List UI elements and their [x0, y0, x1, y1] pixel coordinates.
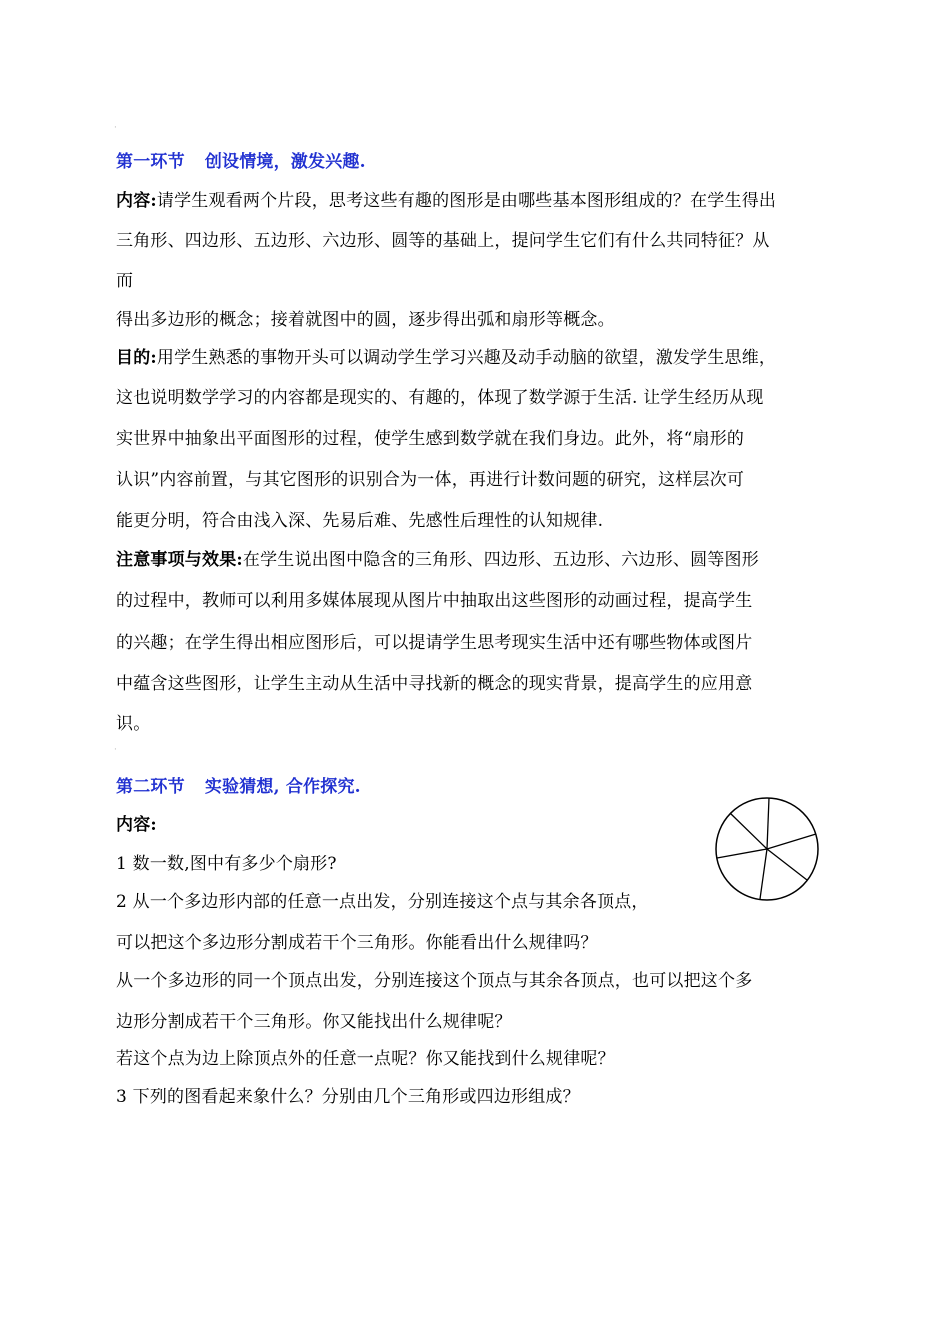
sector-radius — [767, 849, 807, 880]
section1-content-line: 三角形、四边形、五边形、六边形、圆等的基础上，提问学生它们有什么共同特征？从 — [116, 231, 770, 251]
section1-purpose-line: 认识”内容前置，与其它图形的识别合为一体，再进行计数问题的研究，这样层次可 — [116, 470, 745, 490]
section1-content-line: 而 — [116, 271, 134, 291]
question-2-line: 边形分割成若干个三角形。你又能找出什么规律呢？ — [116, 1012, 512, 1032]
sector-radius — [767, 798, 769, 849]
section1-content-line: 内容:请学生观看两个片段，思考这些有趣的图形是由哪些基本图形组成的？在学生得出 — [116, 191, 777, 211]
section2-heading-title: 实验猜想, 合作探究. — [204, 777, 361, 797]
section1-notes-line: 的兴趣；在学生得出相应图形后，可以提请学生思考现实生活中还有哪些物体或图片 — [116, 633, 753, 653]
paragraph-mark: · — [114, 745, 117, 755]
section1-heading — [116, 151, 366, 173]
sector-radius — [717, 849, 767, 858]
purpose-label: 目的: — [116, 348, 157, 368]
question-2-line: 若这个点为边上除顶点外的任意一点呢？你又能找到什么规律呢？ — [116, 1049, 615, 1069]
question-2-line: 从一个多边形的同一个顶点出发，分别连接这个顶点与其余各顶点，也可以把这个多 — [116, 971, 753, 991]
section1-notes-line: 的过程中，教师可以利用多媒体展现从图片中抽取出这些图形的动画过程，提高学生 — [116, 591, 753, 611]
sector-radius — [767, 834, 816, 849]
paragraph-mark: · — [114, 123, 117, 133]
question-1: 1 数一数,图中有多少个扇形? — [116, 854, 337, 874]
section1-notes-line: 注意事项与效果:在学生说出图中隐含的三角形、四边形、五边形、六边形、圆等图形 — [116, 550, 759, 570]
section2-heading — [116, 776, 361, 798]
section1-purpose-line: 能更分明，符合由浅入深、先易后难、先感性后理性的认知规律. — [116, 511, 604, 531]
sector-radius — [760, 849, 767, 899]
section1-notes-line: 中蕴含这些图形，让学生主动从生活中寻找新的概念的现实背景，提高学生的应用意 — [116, 674, 753, 694]
sector-radius — [730, 813, 767, 849]
section1-heading-title: 创设情境，激发兴趣. — [204, 152, 366, 172]
section1-purpose-line: 这也说明数学学习的内容都是现实的、有趣的，体现了数学源于生活. 让学生经历从现 — [116, 388, 764, 408]
question-2-line: 2 从一个多边形内部的任意一点出发，分别连接这个点与其余各顶点， — [116, 892, 649, 912]
question-3: 3 下列的图看起来象什么？分别由几个三角形或四边形组成？ — [116, 1087, 580, 1107]
question-2-line: 可以把这个多边形分割成若干个三角形。你能看出什么规律吗？ — [116, 933, 598, 953]
content-label: 内容: — [116, 191, 157, 211]
sector-circle-figure — [712, 794, 822, 904]
section1-notes-line: 识。 — [116, 714, 151, 734]
section1-heading-number: 第一环节 — [116, 152, 185, 172]
section2-content-label: 内容: — [116, 815, 157, 835]
section2-heading-number: 第二环节 — [116, 777, 185, 797]
section1-content-line: 得出多边形的概念；接着就图中的圆，逐步得出弧和扇形等概念。 — [116, 310, 615, 330]
section1-purpose-line: 目的:用学生熟悉的事物开头可以调动学生学习兴趣及动手动脑的欲望，激发学生思维， — [116, 348, 777, 368]
section1-purpose-line: 实世界中抽象出平面图形的过程，使学生感到数学就在我们身边。此外，将“扇形的 — [116, 429, 745, 449]
notes-label: 注意事项与效果: — [116, 550, 243, 570]
